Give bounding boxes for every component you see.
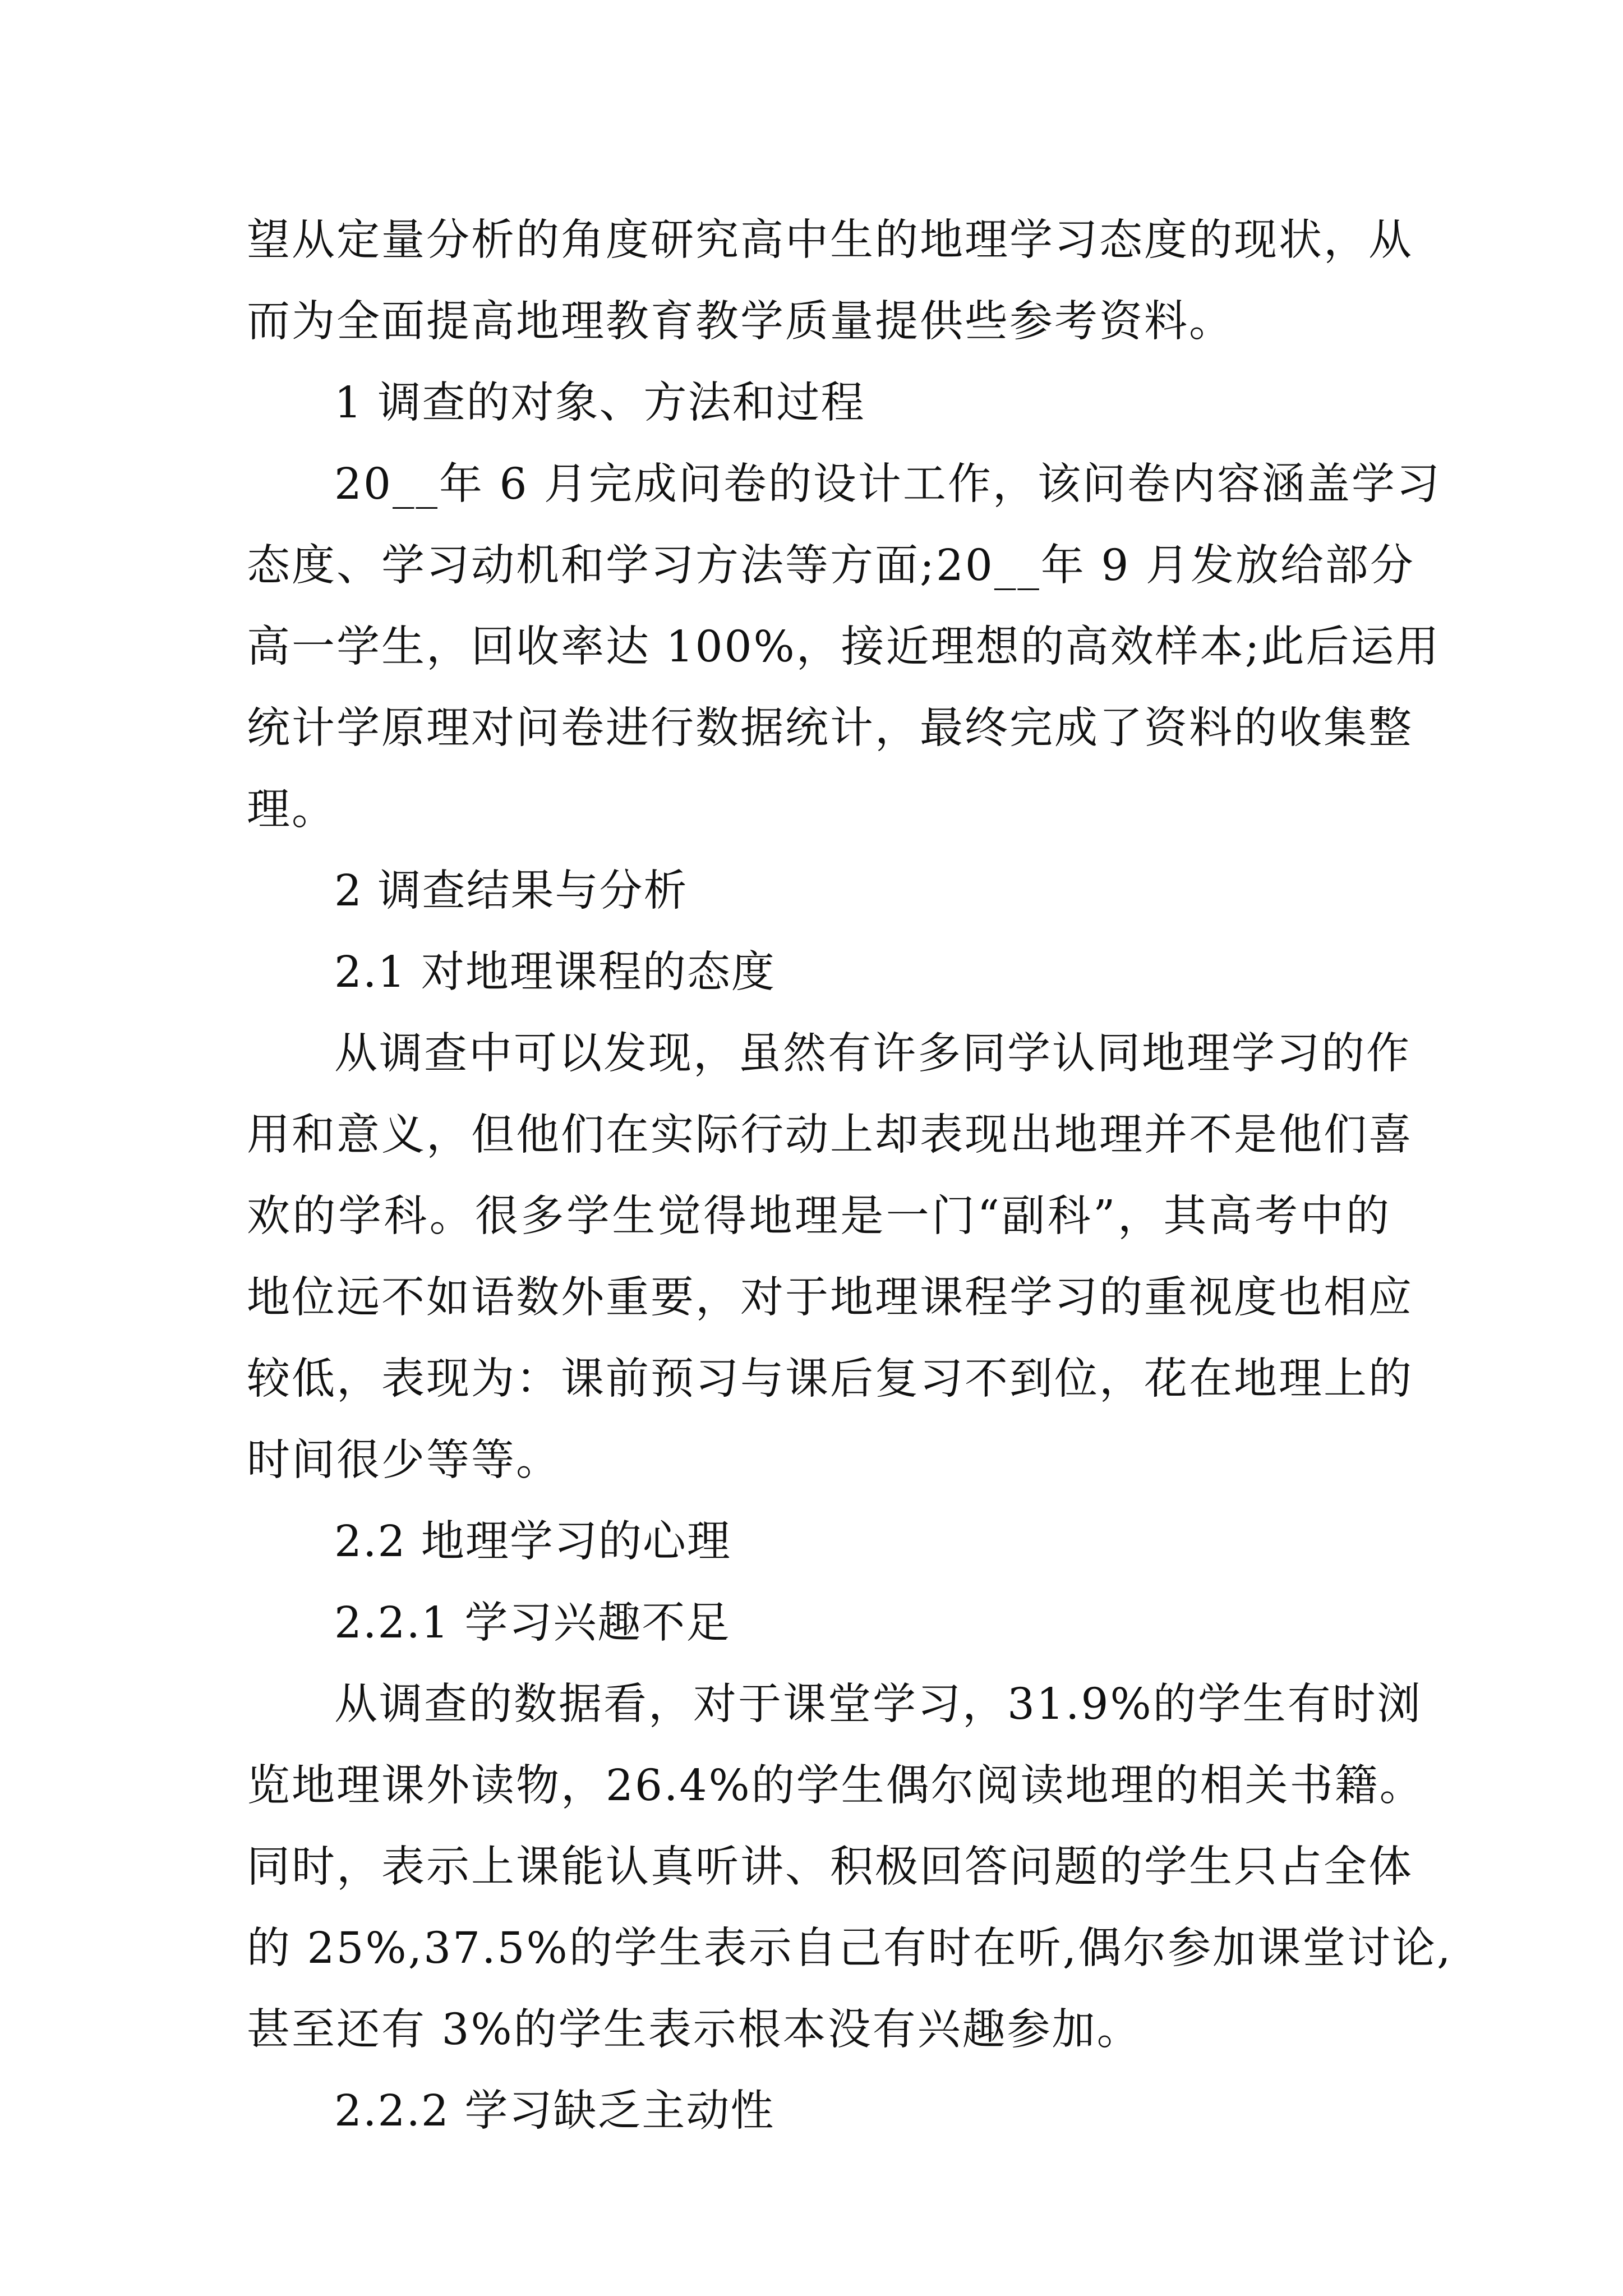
paragraph-line: 而为全面提高地理教育教学质量提供些参考资料。 bbox=[247, 297, 1234, 347]
subsubsection-heading: 2.2.1 学习兴趣不足 bbox=[334, 1598, 731, 1648]
paragraph-line: 态度、学习动机和学习方法等方面;20__年 9 月发放给部分 bbox=[247, 541, 1415, 591]
paragraph-line: 甚至还有 3%的学生表示根本没有兴趣参加。 bbox=[247, 2005, 1142, 2055]
paragraph-line: 望从定量分析的角度研究高中生的地理学习态度的现状，从 bbox=[247, 215, 1413, 265]
document-body bbox=[247, 200, 1453, 2152]
paragraph-line: 览地理课外读物，26.4%的学生偶尔阅读地理的相关书籍。 bbox=[247, 1761, 1424, 1811]
paragraph-line: 高一学生，回收率达 100%，接近理想的高效样本;此后运用 bbox=[247, 622, 1441, 672]
paragraph-line: 时间很少等等。 bbox=[247, 1435, 561, 1485]
paragraph-line: 20__年 6 月完成问卷的设计工作，该问卷内容涵盖学习 bbox=[334, 459, 1441, 509]
subsection-heading: 2.2 地理学习的心理 bbox=[334, 1517, 731, 1567]
paragraph-line: 地位远不如语数外重要，对于地理课程学习的重视度也相应 bbox=[247, 1273, 1413, 1323]
paragraph-line: 的 25%,37.5%的学生表示自己有时在听,偶尔参加课堂讨论, bbox=[247, 1924, 1453, 1973]
paragraph-line: 从调查的数据看，对于课堂学习，31.9%的学生有时浏 bbox=[334, 1680, 1422, 1729]
paragraph-line: 同时，表示上课能认真听讲、积极回答问题的学生只占全体 bbox=[247, 1842, 1413, 1892]
paragraph-line: 欢的学科。很多学生觉得地理是一门“副科”，其高考中的 bbox=[247, 1191, 1391, 1241]
section-heading: 2 调查结果与分析 bbox=[334, 866, 688, 916]
paragraph-line: 理。 bbox=[247, 785, 336, 835]
paragraph-line: 用和意义，但他们在实际行动上却表现出地理并不是他们喜 bbox=[247, 1110, 1413, 1160]
section-heading: 1 调查的对象、方法和过程 bbox=[334, 378, 865, 428]
subsection-heading: 2.1 对地理课程的态度 bbox=[334, 947, 776, 997]
paragraph-line: 较低，表现为：课前预习与课后复习不到位，花在地理上的 bbox=[247, 1354, 1413, 1404]
paragraph-line: 统计学原理对问卷进行数据统计，最终完成了资料的收集整 bbox=[247, 703, 1413, 753]
subsubsection-heading: 2.2.2 学习缺乏主动性 bbox=[334, 2086, 775, 2136]
paragraph-line: 从调查中可以发现，虽然有许多同学认同地理学习的作 bbox=[334, 1029, 1411, 1079]
